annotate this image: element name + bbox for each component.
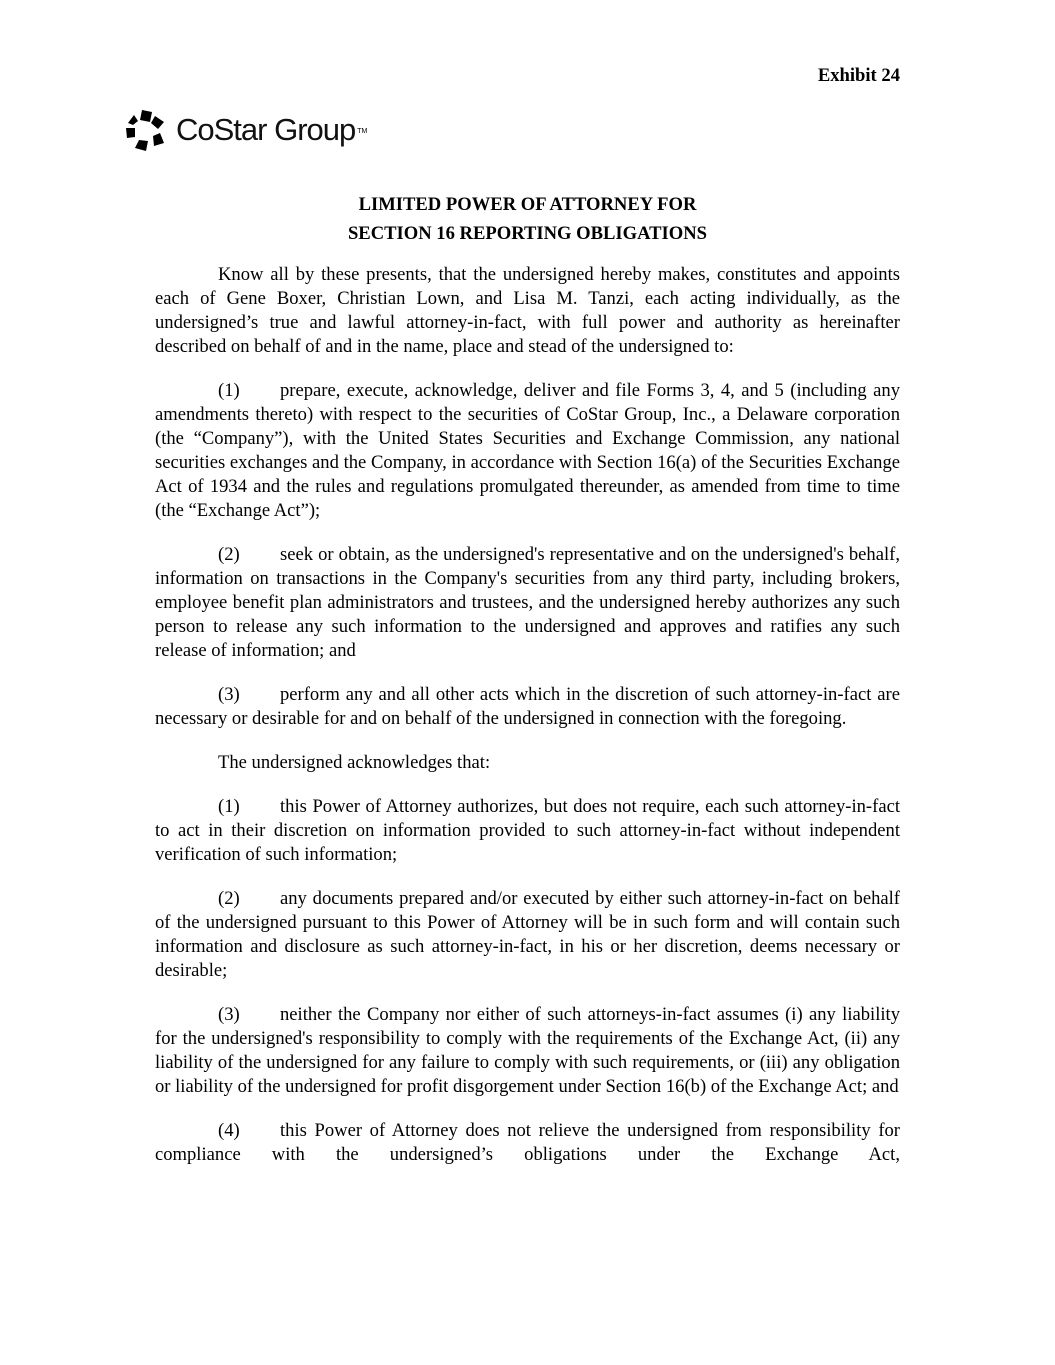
item-text: prepare, execute, acknowledge, deliver and file Forms 3, 4, and 5 (including any amendments thereto) with respect to the securities of CoStar Group, Inc., a Delaware corporation (the “Company”), with the United States Securities and Exchange Commission, any national securities exchanges and the Company, in accordance with Section 16(a) of the Securities Exchange Act of 1934 and the rules and regulations promulgated thereunder, as amended from time to time (the “Exchange Act”);	[155, 380, 900, 521]
item-text: seek or obtain, as the undersigned's representative and on the undersigned's behalf, information on transactions in the Company's securities from any third party, including brokers, employee benefit plan administrators and trustees, and the undersigned hereby authorizes any such person to release any such information to the undersigned and approves and ratifies any such release of information; and	[155, 544, 900, 661]
power-item	[155, 543, 900, 663]
item-number: (3)	[218, 684, 240, 705]
item-text: this Power of Attorney does not relieve the undersigned from responsibility for compliance with the undersigned’s obligations under the Exchange Act,	[155, 1120, 900, 1165]
power-item	[155, 683, 900, 731]
item-number: (3)	[218, 1004, 240, 1025]
acknowledgement-item	[155, 1003, 900, 1099]
costar-star-icon	[124, 108, 168, 152]
document-title	[155, 190, 900, 248]
item-text: neither the Company nor either of such attorneys-in-fact assumes (i) any liability for the undersigned's responsibility to comply with the requirements of the Exchange Act, (ii) any liability of the undersigned for any failure to comply with such requirements, or (iii) any obligation or liability of the undersigned for profit disgorgement under Section 16(b) of the Exchange Act; and	[155, 1004, 900, 1097]
intro-paragraph: Know all by these presents, that the undersigned hereby makes, constitutes and appoints each of Gene Boxer, Christian Lown, and Lisa M. Tanzi, each acting individually, as the undersigned’s true and lawful attorney-in-fact, with full power and authority as hereinafter described on behalf of and in the name, place and stead of the undersigned to:	[155, 264, 900, 357]
acknowledgement-item	[155, 887, 900, 983]
exhibit-label: Exhibit 24	[817, 65, 900, 86]
logo-text: CoStar Group	[176, 112, 356, 147]
item-text: any documents prepared and/or executed by either such attorney-in-fact on behalf of the undersigned pursuant to this Power of Attorney will be in such form and will contain such information and disclosure as such attorney-in-fact, in his or her discretion, deems necessary or desirable;	[155, 888, 900, 981]
costar-logo	[124, 108, 367, 152]
item-text: perform any and all other acts which in the discretion of such attorney-in-fact are necessary or desirable for and on behalf of the undersigned in connection with the foregoing.	[155, 684, 900, 729]
item-number: (2)	[218, 888, 240, 909]
item-number: (4)	[218, 1120, 240, 1141]
acknowledgement-intro: The undersigned acknowledges that:	[218, 752, 491, 773]
item-number: (1)	[218, 380, 240, 401]
title-line-1: LIMITED POWER OF ATTORNEY FOR	[358, 194, 697, 215]
title-line-2: SECTION 16 REPORTING OBLIGATIONS	[347, 223, 708, 244]
item-number: (1)	[218, 796, 240, 817]
logo-trademark: TM	[357, 128, 368, 135]
power-item	[155, 379, 900, 523]
acknowledgement-item	[155, 795, 900, 867]
item-number: (2)	[218, 544, 240, 565]
document-body	[155, 263, 900, 1187]
acknowledgement-item	[155, 1119, 900, 1167]
item-text: this Power of Attorney authorizes, but does not require, each such attorney-in-fact to act in their discretion on information provided to such attorney-in-fact without independent verification of such information;	[155, 796, 900, 865]
